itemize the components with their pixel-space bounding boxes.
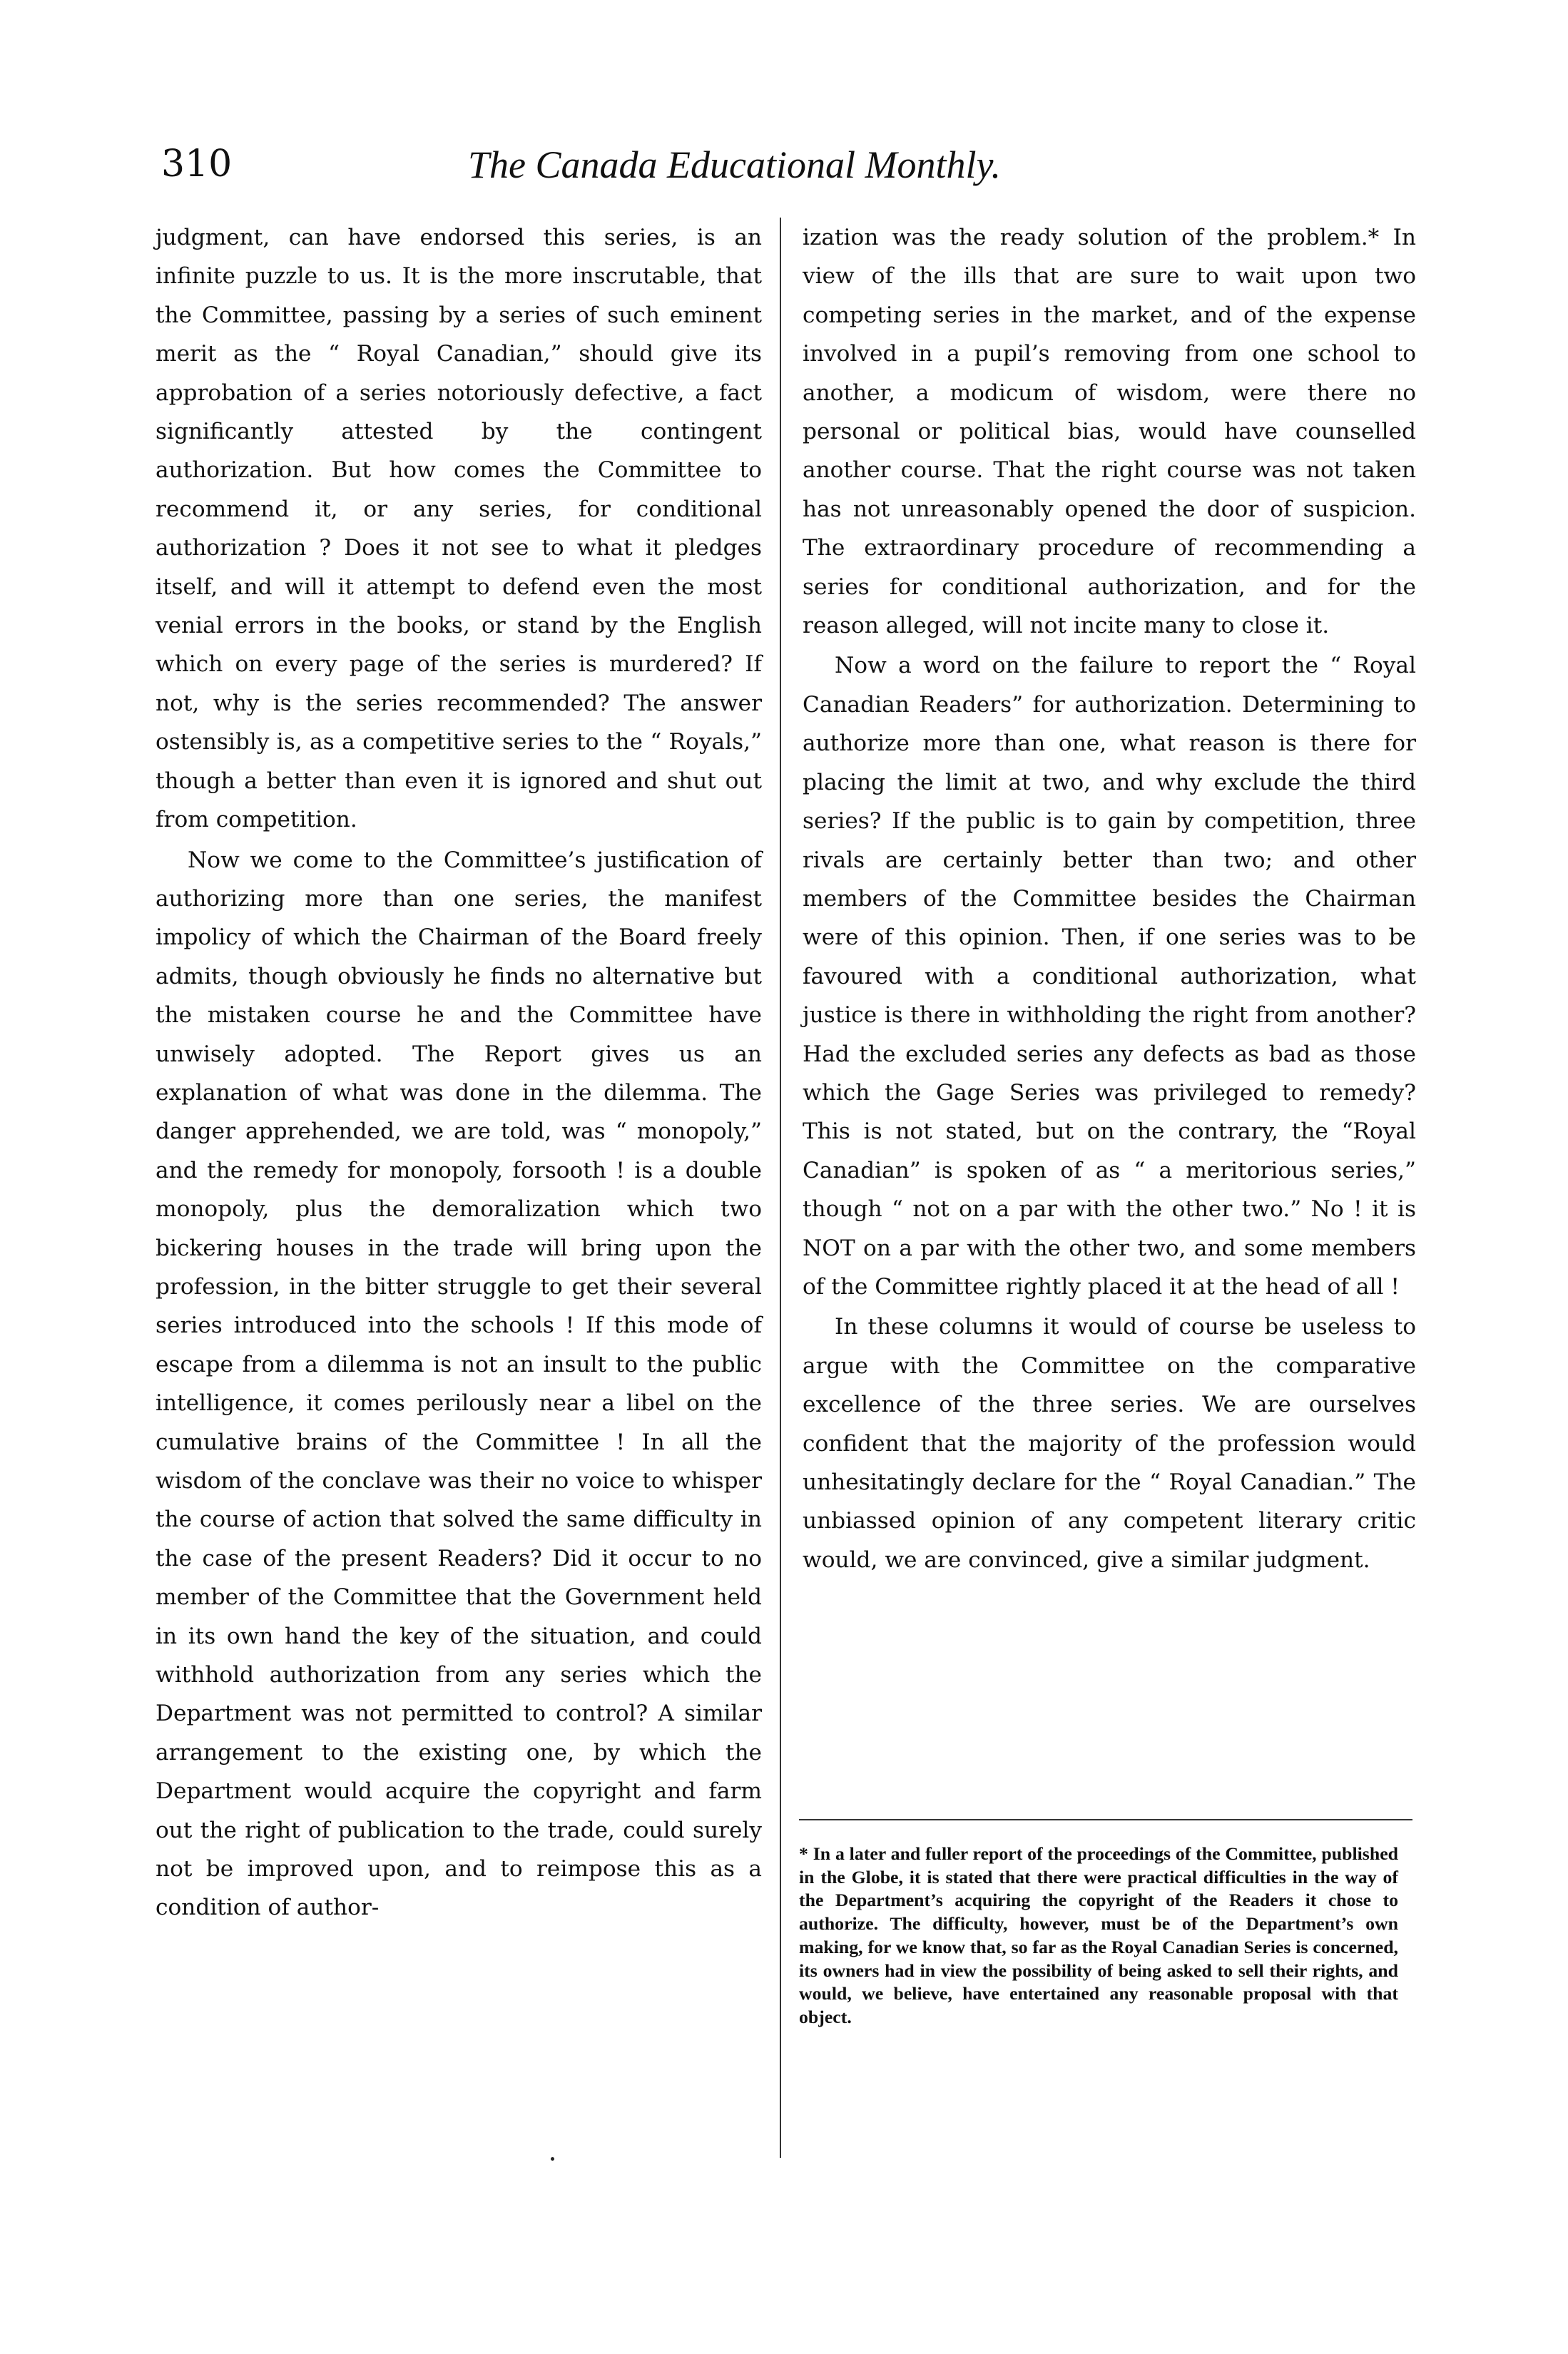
footnote bbox=[799, 1843, 1398, 2029]
right-paragraph-1: ization was the ready solution of the problem.* In view of the ills that are sure to wait upon two competing series in the market, and of the expense involved in a pupil’s removing from one school to another, a modicum of wisdom, were there no personal or political bias, would have counselled another course. That the right course was not taken has not unreasonably opened the door of suspicion. The extraordinary procedure of recommending a series for conditional authorization, and for the reason alleged, will not incite many to close it. bbox=[803, 225, 1416, 639]
running-title: The Canada Educational Monthly. bbox=[468, 143, 1001, 186]
footnote-text: * In a later and fuller report of the proceedings of the Committee, published in the Globe, it is stated that there were practical difficulties in the way of the Department’s acquiring the copyright of the Readers it chose to authorize. The difficulty, however, must be of the Department’s own making, for we know that, so far as the Royal Canadian Series is concerned, its owners had in view the possibility of being asked to sell their rights, and would, we believe, have entertained any reasonable proposal with that object. bbox=[799, 1843, 1398, 2027]
left-paragraph-2: Now we come to the Committee’s justification of authorizing more than one series, the manifest impolicy of which the Chairman of the Board freely admits, though obviously he finds no alternative but the mistaken course he and the Committee have unwisely adopted. The Report gives us an explanation of what was done in the dilemma. The danger apprehended, we are told, was “ monopoly,” and the remedy for monopoly, forsooth ! is a double monopoly, plus the demoralization which two bickering houses in the trade will bring upon the profession, in the bitter struggle to get their several series introduced into the schools ! If this mode of escape from a dilemma is not an insult to the public intelligence, it comes perilously near a libel on the cumulative brains of the Committee ! In all the wisdom of the conclave was their no voice to whisper the course of action that solved the same difficulty in the case of the present Readers? Did it occur to no member of the Committee that the Government held in its own hand the key of the situation, and could withhold authorization from any series which the Department was not permitted to control? A similar arrangement to the existing one, by which the Department would acquire the copyright and farm out the right of publication to the trade, could surely not be improved upon, and to reimpose this as a condition of author- bbox=[156, 847, 762, 1921]
right-paragraph-2: Now a word on the failure to report the “ Royal Canadian Readers” for authorization. Determining to authorize more than one, what reason is there for placing the limit at two, and why exclude the third series? If the public is to gain by competition, three rivals are certainly better than two; and other members of the Committee besides the Chairman were of this opinion. Then, if one series was to be favoured with a conditional authorization, what justice is there in withholding the right from another? Had the excluded series any defects as bad as those which the Gage Series was privileged to remedy? This is not stated, but on the contrary, the “Royal Canadian” is spoken of as “ a meritorious series,” though “ not on a par with the other two.” No ! it is NOT on a par with the other two, and some members of the Committee rightly placed it at the head of all ! bbox=[803, 653, 1416, 1300]
left-paragraph-1: judgment, can have endorsed this series, is an infinite puzzle to us. It is the more inscrutable, that the Committee, passing by a series of such eminent merit as the “ Royal Canadian,” should give its approbation of a series notoriously defective, a fact significantly attested by the contingent authorization. But how comes the Committee to recommend it, or any series, for conditional authorization ? Does it not see to what it pledges itself, and will it attempt to defend even the most venial errors in the books, or stand by the English which on every page of the series is murdered? If not, why is the series recommended? The answer ostensibly is, as a competitive series to the “ Royals,” though a better than even it is ignored and shut out from competition. bbox=[156, 225, 762, 833]
column-divider bbox=[780, 218, 781, 2158]
page-header bbox=[161, 143, 1417, 200]
page-number: 310 bbox=[161, 143, 233, 185]
left-column bbox=[156, 218, 762, 1927]
right-paragraph-3: In these columns it would of course be useless to argue with the Committee on the comparative excellence of the three series. We are ourselves confident that the majority of the profession would unhesitatingly declare for the “ Royal Canadian.” The unbiassed opinion of any competent literary critic would, we are convinced, give a similar judgment. bbox=[803, 1314, 1416, 1573]
right-column bbox=[803, 218, 1416, 1579]
page-speck bbox=[551, 2157, 554, 2161]
footnote-rule bbox=[799, 1819, 1412, 1820]
